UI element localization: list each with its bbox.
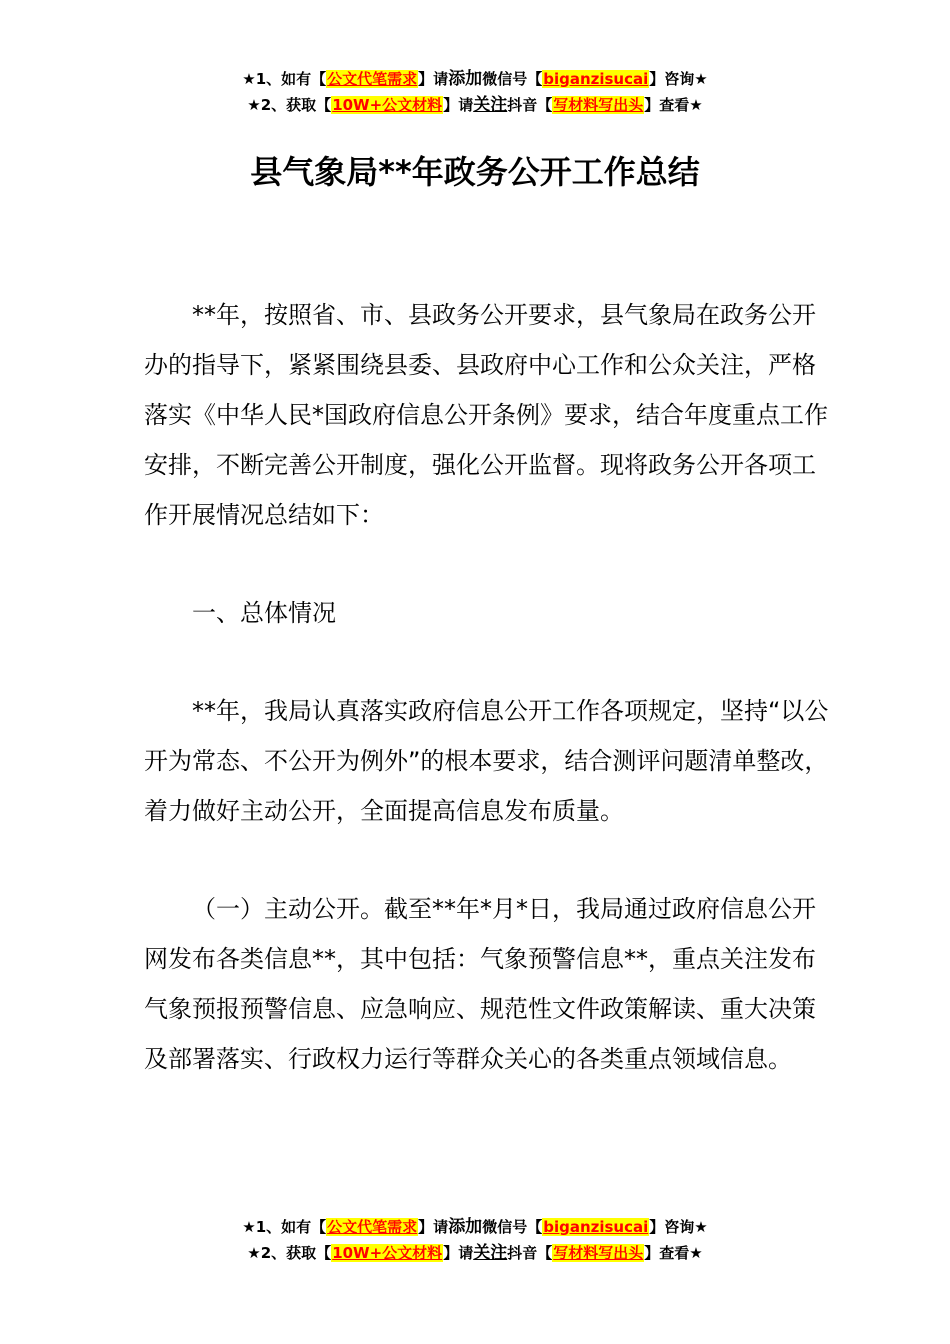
promo-text: 】咨询★ <box>649 70 708 88</box>
paragraph-intro: **年，按照省、市、县政务公开要求，县气象局在政务公开办的指导下，紧紧围绕县委、县政府中心工作和公众关注，严格落实《中华人民*国政府信息公开条例》要求，结合年度重点工作安排，不断完善公开制度，强化公开监督。现将政务公开各项工作开展情况总结如下： <box>144 301 828 529</box>
document-body <box>144 290 834 1084</box>
promo-line-2 <box>0 92 950 118</box>
document-title: 县气象局**年政务公开工作总结 <box>250 153 700 191</box>
promo-text: 】请 <box>443 1244 474 1262</box>
promo-banner-bottom <box>0 1214 950 1266</box>
promo-line-2 <box>0 1240 950 1266</box>
promo-douyin-id: 写材料写出头 <box>553 1244 644 1262</box>
promo-text: 抖音【 <box>507 96 553 114</box>
promo-text: ★2、获取【 <box>247 96 332 114</box>
promo-emphasis: 关注 <box>473 1243 508 1263</box>
paragraph-overview: **年，我局认真落实政府信息公开工作各项规定，坚持“以公开为常态、不公开为例外”的根本要求，结合测评问题清单整改，着力做好主动公开，全面提高信息发布质量。 <box>144 697 829 825</box>
promo-wechat-id: biganzisucai <box>543 1218 649 1236</box>
promo-text: 】请 <box>418 1218 449 1236</box>
promo-emphasis: 添加 <box>448 69 483 89</box>
promo-highlight: 公文代笔需求 <box>327 1218 418 1236</box>
promo-text: 抖音【 <box>507 1244 553 1262</box>
promo-highlight: 公文代笔需求 <box>327 70 418 88</box>
promo-text: 微信号【 <box>482 70 543 88</box>
promo-line-1 <box>0 1214 950 1240</box>
promo-highlight: 10W+公文材料 <box>332 1244 443 1262</box>
promo-text: 】查看★ <box>644 96 703 114</box>
section-heading-overview: 一、总体情况 <box>192 599 336 627</box>
promo-emphasis: 添加 <box>448 1217 483 1237</box>
promo-text: ★1、如有【 <box>242 1218 327 1236</box>
promo-highlight: 10W+公文材料 <box>332 96 443 114</box>
paragraph-proactive-disclosure: （一）主动公开。截至**年*月*日，我局通过政府信息公开网发布各类信息**，其中包括：气象预警信息**，重点关注发布气象预报预警信息、应急响应、规范性文件政策解读、重大决策及部署落实、行政权力运行等群众关心的各类重点领域信息。 <box>144 895 816 1073</box>
promo-wechat-id: biganzisucai <box>543 70 649 88</box>
promo-text: ★1、如有【 <box>242 70 327 88</box>
promo-text: 】请 <box>418 70 449 88</box>
promo-text: 微信号【 <box>482 1218 543 1236</box>
promo-emphasis: 关注 <box>473 95 508 115</box>
promo-banner-top <box>0 66 950 118</box>
promo-line-1 <box>0 66 950 92</box>
promo-text: 】请 <box>443 96 474 114</box>
promo-text: 】咨询★ <box>649 1218 708 1236</box>
promo-douyin-id: 写材料写出头 <box>553 96 644 114</box>
promo-text: 】查看★ <box>644 1244 703 1262</box>
promo-text: ★2、获取【 <box>247 1244 332 1262</box>
